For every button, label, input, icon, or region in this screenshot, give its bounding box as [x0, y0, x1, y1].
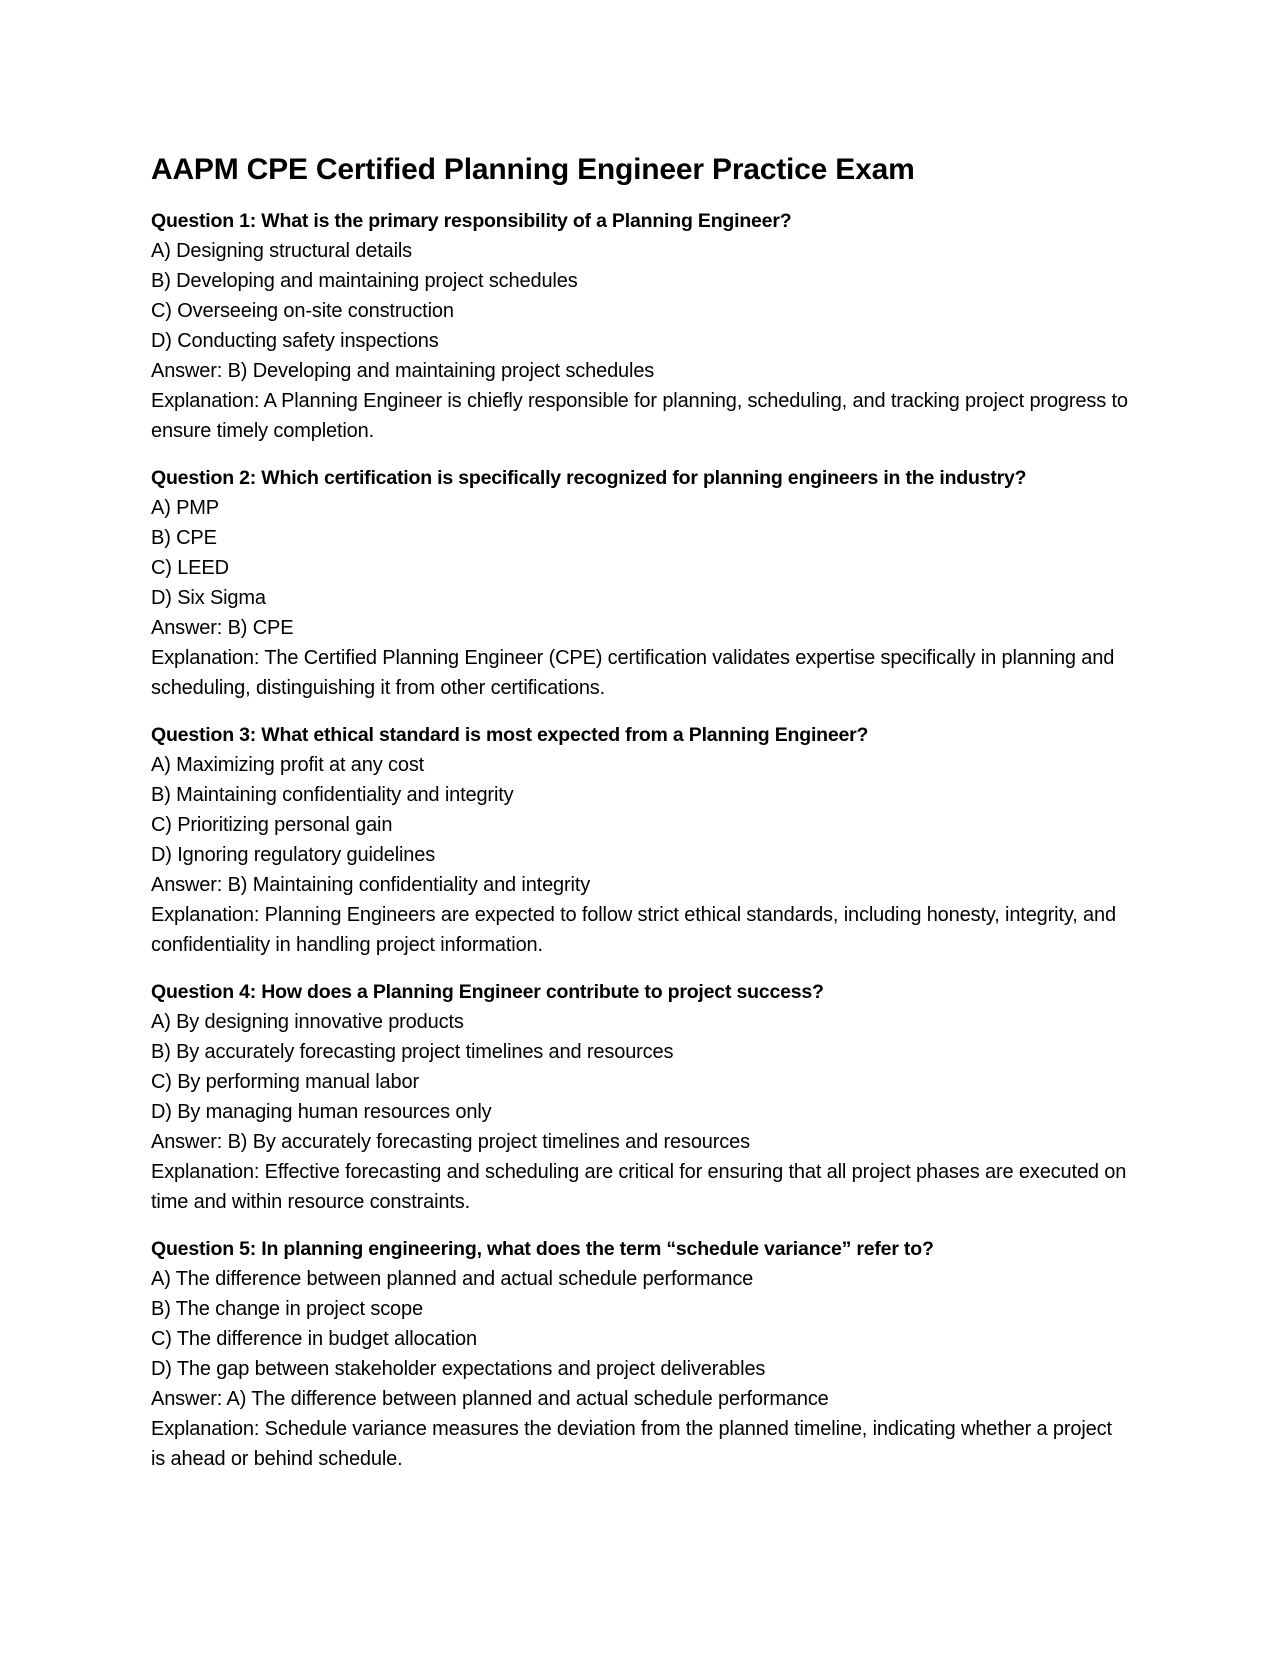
answer-option: A) The difference between planned and actual schedule performance — [151, 1268, 754, 1290]
correct-answer: Answer: B) Maintaining confidentiality and integrity — [151, 874, 591, 896]
question-heading: Question 4: How does a Planning Engineer contribute to project success? — [151, 981, 824, 1003]
answer-option: D) The gap between stakeholder expectations and project deliverables — [151, 1358, 766, 1380]
answer-option: C) The difference in budget allocation — [151, 1328, 477, 1350]
answer-option: D) Six Sigma — [151, 587, 266, 609]
question-block — [151, 206, 1151, 446]
answer-option: B) The change in project scope — [151, 1298, 423, 1320]
explanation-text: Explanation: Planning Engineers are expected to follow strict ethical standards, including honesty, integrity, and confidentiality in handling project information. — [151, 904, 1116, 956]
answer-option: B) CPE — [151, 527, 217, 549]
correct-answer: Answer: A) The difference between planned and actual schedule performance — [151, 1388, 829, 1410]
explanation-text: Explanation: A Planning Engineer is chiefly responsible for planning, scheduling, and tracking project progress to ensure timely completion. — [151, 390, 1128, 442]
answer-option: D) Conducting safety inspections — [151, 330, 439, 352]
explanation-text: Explanation: Schedule variance measures the deviation from the planned timeline, indicating whether a project is ahead or behind schedule. — [151, 1418, 1112, 1470]
answer-option: B) Maintaining confidentiality and integrity — [151, 784, 514, 806]
answer-option: B) By accurately forecasting project timelines and resources — [151, 1041, 674, 1063]
answer-option: A) PMP — [151, 497, 219, 519]
question-block — [151, 1234, 1151, 1474]
answer-option: A) Designing structural details — [151, 240, 413, 262]
answer-option: C) Overseeing on-site construction — [151, 300, 454, 322]
answer-option: C) Prioritizing personal gain — [151, 814, 393, 836]
answer-option: A) Maximizing profit at any cost — [151, 754, 425, 776]
question-heading: Question 2: Which certification is specifically recognized for planning engineers in the industry? — [151, 467, 1027, 489]
answer-option: A) By designing innovative products — [151, 1011, 464, 1033]
question-block — [151, 977, 1151, 1217]
answer-option: C) By performing manual labor — [151, 1071, 419, 1093]
question-heading: Question 5: In planning engineering, what does the term “schedule variance” refer to? — [151, 1238, 934, 1260]
question-block — [151, 463, 1151, 703]
answer-option: B) Developing and maintaining project schedules — [151, 270, 578, 292]
explanation-text: Explanation: Effective forecasting and scheduling are critical for ensuring that all project phases are executed on time and within resource constraints. — [151, 1161, 1127, 1213]
page-title: AAPM CPE Certified Planning Engineer Practice Exam — [151, 153, 915, 186]
correct-answer: Answer: B) CPE — [151, 617, 294, 639]
question-heading: Question 1: What is the primary responsibility of a Planning Engineer? — [151, 210, 792, 232]
answer-option: C) LEED — [151, 557, 229, 579]
correct-answer: Answer: B) By accurately forecasting project timelines and resources — [151, 1131, 750, 1153]
answer-option: D) By managing human resources only — [151, 1101, 492, 1123]
question-heading: Question 3: What ethical standard is most expected from a Planning Engineer? — [151, 724, 869, 746]
explanation-text: Explanation: The Certified Planning Engineer (CPE) certification validates expertise specifically in planning and scheduling, distinguishing it from other certifications. — [151, 647, 1115, 699]
correct-answer: Answer: B) Developing and maintaining project schedules — [151, 360, 655, 382]
document-page — [151, 152, 1151, 1491]
question-block — [151, 720, 1151, 960]
answer-option: D) Ignoring regulatory guidelines — [151, 844, 436, 866]
